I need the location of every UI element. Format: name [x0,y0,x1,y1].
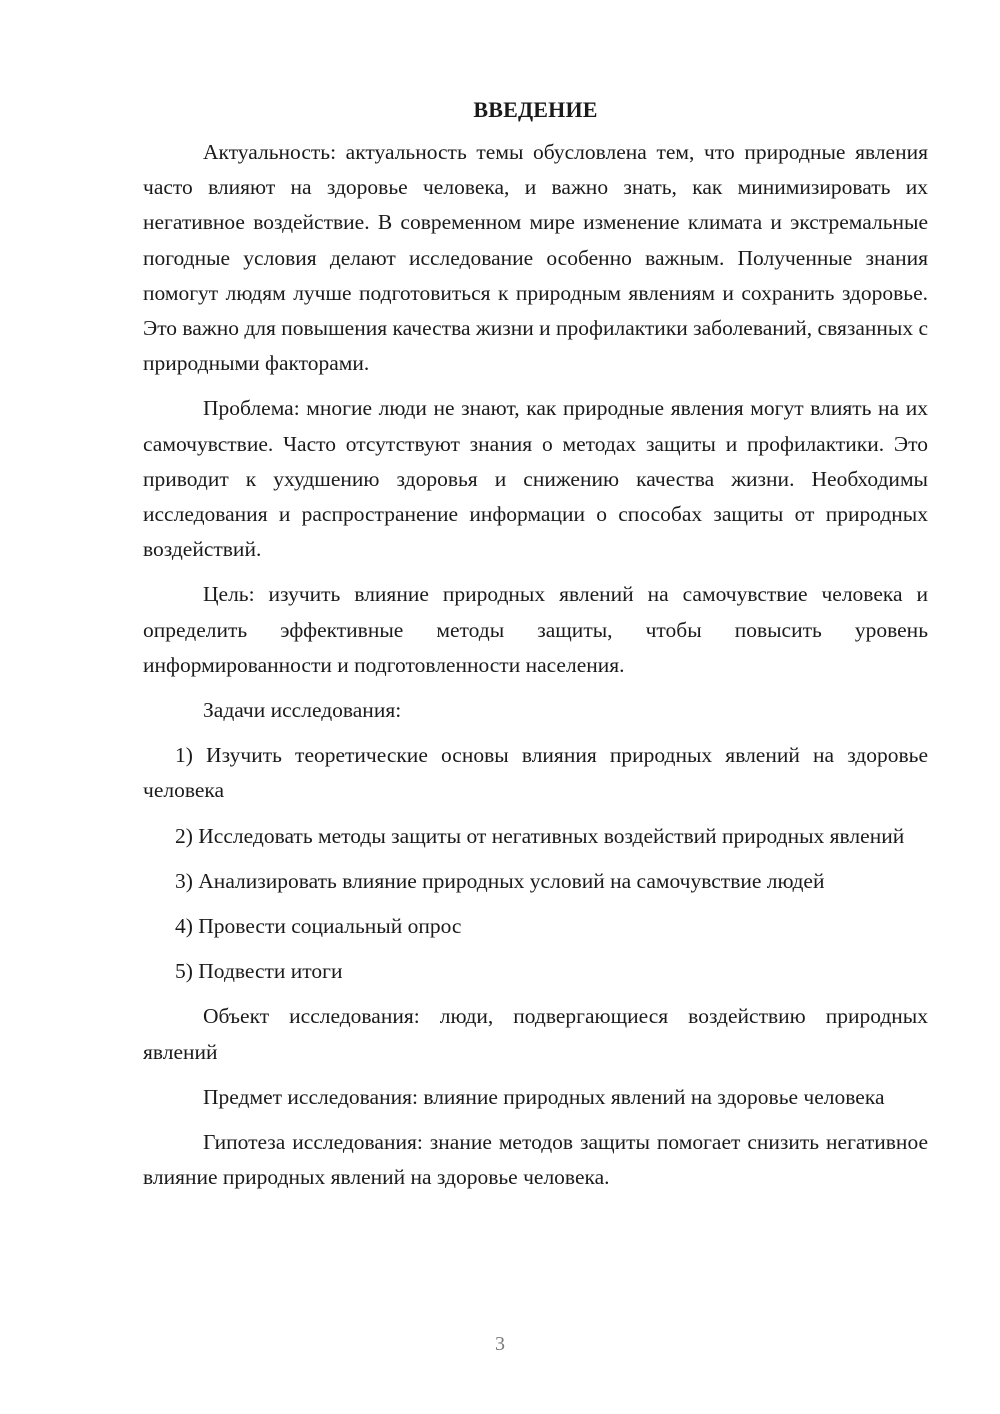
relevance-paragraph: Актуальность: актуальность темы обусловлена тем, что природные явления часто влияют на здоровье человека, и важно знать, как минимизировать их негативное воздействие. В современном мире изменение климата и экстремальные погодные условия делают исследование особенно важным. Полученные знания помогут людям лучше подготовиться к природным явлениям и сохранить здоровье. Это важно для повышения качества жизни и профилактики заболеваний, связанных с природными факторами. [143,140,928,376]
goal-paragraph: Цель: изучить влияние природных явлений на самочувствие человека и определить эффективные методы защиты, чтобы повысить уровень информированности и подготовленности населения. [143,582,928,677]
task-item: 5) Подвести итоги [175,959,343,984]
task-item: 1) Изучить теоретические основы влияния природных явлений на здоровье человека [143,743,928,803]
task-item: 3) Анализировать влияние природных условий на самочувствие людей [175,868,825,893]
problem-paragraph: Проблема: многие люди не знают, как природные явления могут влиять на их самочувствие. Часто отсутствуют знания о методах защиты и профилактики. Это приводит к ухудшению здоровья и снижению качества жизни. Необходимы исследования и распространение информации о способах защиты от природных воздействий. [143,396,928,562]
task-item: 2) Исследовать методы защиты от негативных воздействий природных явлений [175,823,905,848]
hypothesis-paragraph: Гипотеза исследования: знание методов защиты помогает снизить негативное влияние природных явлений на здоровье человека. [143,1130,928,1190]
section-title: ВВЕДЕНИЕ [473,97,598,122]
task-item: 4) Провести социальный опрос [175,914,462,939]
object-paragraph: Объект исследования: люди, подвергающиеся воздействию природных явлений [143,1004,928,1064]
subject-paragraph: Предмет исследования: влияние природных явлений на здоровье человека [203,1084,885,1109]
document-page [143,92,928,1205]
page-number: 3 [495,1333,505,1355]
tasks-heading: Задачи исследования: [203,698,402,723]
tasks-list [143,738,928,989]
